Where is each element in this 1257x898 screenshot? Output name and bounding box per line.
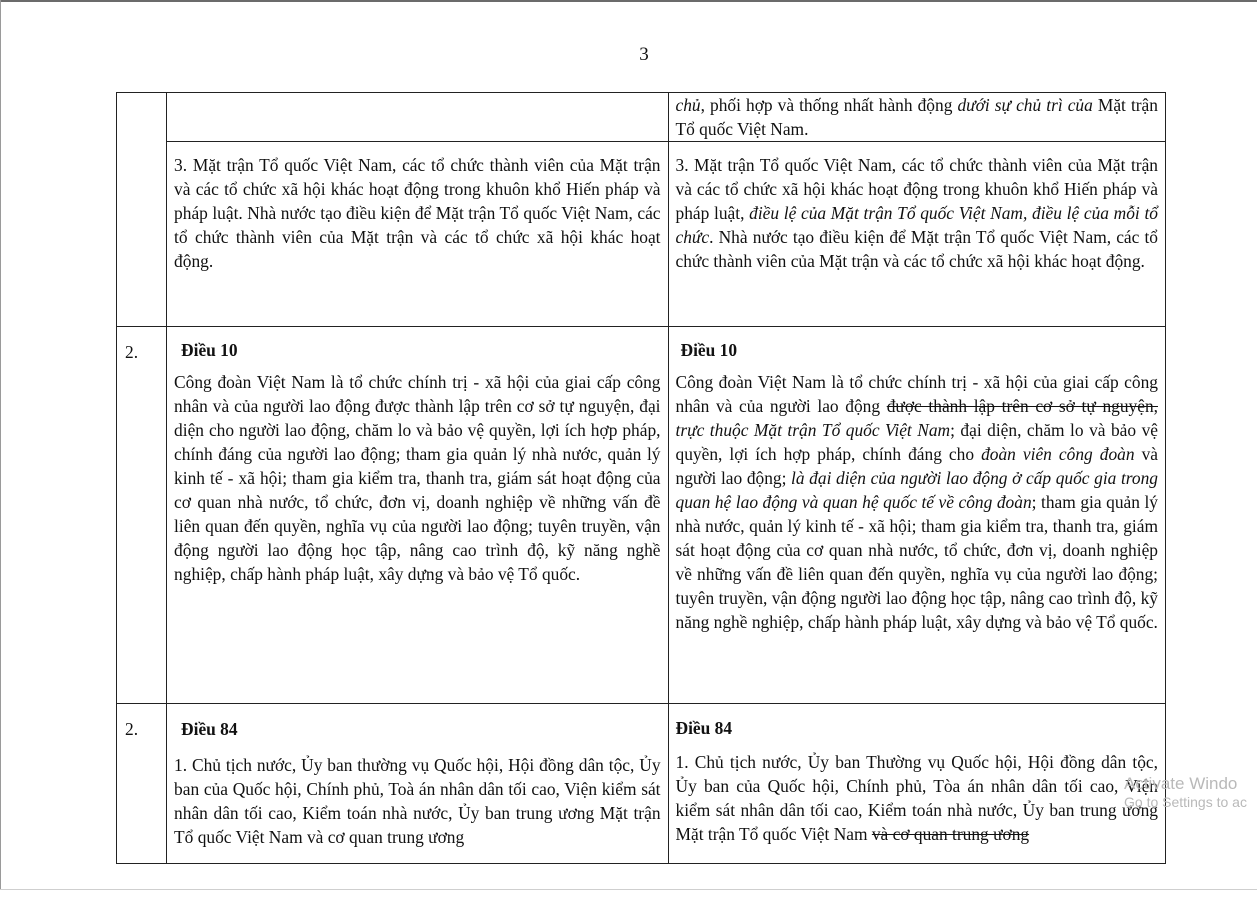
article-heading: Điều 10 — [181, 340, 238, 360]
text-run: ; tham gia quản lý nhà nước, quản lý kinh tế - xã hội; tham gia kiểm tra, thanh tra, giám sát hoạt động của cơ quan nhà nước, tổ chức, đơn vị, doanh nghiệp về những vấn đề liên quan đến quyền, nghĩa vụ của người lao động; tuyên truyền, vận động người lao động học tập, nâng cao trình độ, kỹ năng nghề nghiệp, chấp hành pháp luật, xây dựng và bảo vệ Tổ quốc. — [675, 492, 1158, 632]
text-run: và người lao động; — [675, 444, 1159, 488]
article-heading: Điều 84 — [675, 718, 733, 738]
new-text-cell — [668, 704, 1165, 864]
text-run: Mặt trận Tổ quốc Việt Nam. — [675, 95, 1158, 139]
table-row — [117, 327, 1166, 704]
old-paragraph — [174, 753, 660, 849]
text-run: Công đoàn Việt Nam là tổ chức chính trị - xã hội của giai cấp công nhân và của người lao động — [675, 372, 1158, 416]
text-run: 1. Chủ tịch nước, Ủy ban thường vụ Quốc hội, Hội đồng dân tộc, Ủy ban của Quốc hội, Chính phủ, Toà án nhân dân tối cao, Viện kiểm sát nhân dân tối cao, Kiểm toán nhà nước, Ủy ban trung ương Mặt trận Tổ quốc Việt Nam và cơ quan trung ương — [174, 755, 661, 847]
amended-text: là đại diện của người lao động ở cấp quốc gia trong quan hệ lao động và quan hệ quốc tế về công đoàn — [675, 468, 1158, 512]
text-run: Công đoàn Việt Nam là tổ chức chính trị - xã hội của giai cấp công nhân và của người lao động được thành lập trên cơ sở tự nguyện, đại diện cho người lao động, chăm lo và bảo vệ quyền, lợi ích hợp pháp, chính đáng của người lao động; tham gia quản lý nhà nước, quản lý kinh tế - xã hội; tham gia kiểm tra, thanh tra, giám sát hoạt động của cơ quan nhà nước, tổ chức, đơn vị, doanh nghiệp về những vấn đề liên quan đến quyền, nghĩa vụ của người lao động; tuyên truyền, vận động người lao động học tập, nâng cao trình độ, kỹ năng nghề nghiệp, chấp hành pháp luật, xây dựng và bảo vệ Tổ quốc. — [174, 372, 661, 584]
new-paragraph — [676, 370, 1158, 634]
text-run: 3. Mặt trận Tổ quốc Việt Nam, các tổ chức thành viên của Mặt trận và các tổ chức xã hội khác hoạt động trong khuôn khổ Hiến pháp và pháp luật. Nhà nước tạo điều kiện để Mặt trận Tổ quốc Việt Nam, các tổ chức thành viên của Mặt trận và các tổ chức xã hội khác hoạt động. — [174, 155, 661, 271]
old-text-cell — [167, 704, 668, 864]
old-text-cell — [167, 327, 668, 704]
window-top-border — [0, 0, 1257, 2]
new-paragraph — [676, 153, 1158, 273]
window-left-border — [0, 0, 1, 890]
table-row — [117, 704, 1166, 864]
stt-cell: 2. — [117, 704, 167, 864]
text-run: 3. Mặt trận Tổ quốc Việt Nam, các tổ chức thành viên của Mặt trận và các tổ chức xã hội khác hoạt động trong khuôn khổ Hiến pháp và pháp luật, — [675, 155, 1158, 223]
text-run: . Nhà nước tạo điều kiện để Mặt trận Tổ quốc Việt Nam, các tổ chức thành viên của Mặt trận và các tổ chức xã hội khác hoạt động. — [675, 227, 1158, 271]
watermark-line: Go to Settings to ac — [1124, 794, 1247, 810]
new-text-cell — [668, 142, 1165, 327]
amended-text: đoàn viên công đoàn — [981, 444, 1135, 464]
amended-text: điều lệ của Mặt trận Tổ quốc Việt Nam, điều lệ của mỗi tổ chức — [675, 203, 1158, 247]
amended-text: chủ — [675, 95, 701, 115]
table-row — [117, 93, 1166, 142]
amended-text: trực thuộc Mặt trận Tổ quốc Việt Nam — [675, 420, 951, 440]
deleted-text: và cơ quan trung ương — [871, 824, 1030, 844]
stt-cell — [117, 93, 167, 327]
new-text-cell — [668, 327, 1165, 704]
amended-text: dưới sự chủ trì của — [957, 95, 1093, 115]
old-paragraph — [174, 153, 660, 273]
deleted-text: được thành lập trên cơ sở tự nguyện, — [886, 396, 1158, 416]
old-text-cell — [167, 142, 668, 327]
stt-cell: 2. — [117, 327, 167, 704]
watermark-line: Activate Windo — [1124, 774, 1238, 793]
text-run: ; đại diện, chăm lo và bảo vệ quyền, lợi ích hợp pháp, chính đáng cho — [675, 420, 1158, 464]
text-run: , phối hợp và thống nhất hành động — [700, 95, 958, 115]
old-paragraph — [174, 370, 660, 586]
article-heading: Điều 10 — [680, 340, 738, 360]
table-row — [117, 142, 1166, 327]
activation-watermark — [1124, 774, 1247, 810]
text-run: 1. Chủ tịch nước, Ủy ban Thường vụ Quốc hội, Hội đồng dân tộc, Ủy ban của Quốc hội, Chính phủ, Tòa án nhân dân tối cao, Viện kiểm sát nhân dân tối cao, Kiểm toán nhà nước, Ủy ban trung ương Mặt trận Tổ quốc Việt Nam — [675, 752, 1158, 844]
comparison-table — [116, 92, 1166, 864]
article-heading: Điều 84 — [181, 719, 238, 739]
new-paragraph — [676, 750, 1158, 846]
old-text-cell — [167, 93, 668, 142]
page-number: 3 — [639, 44, 649, 65]
new-text-cell — [668, 93, 1165, 142]
new-paragraph — [676, 93, 1158, 141]
